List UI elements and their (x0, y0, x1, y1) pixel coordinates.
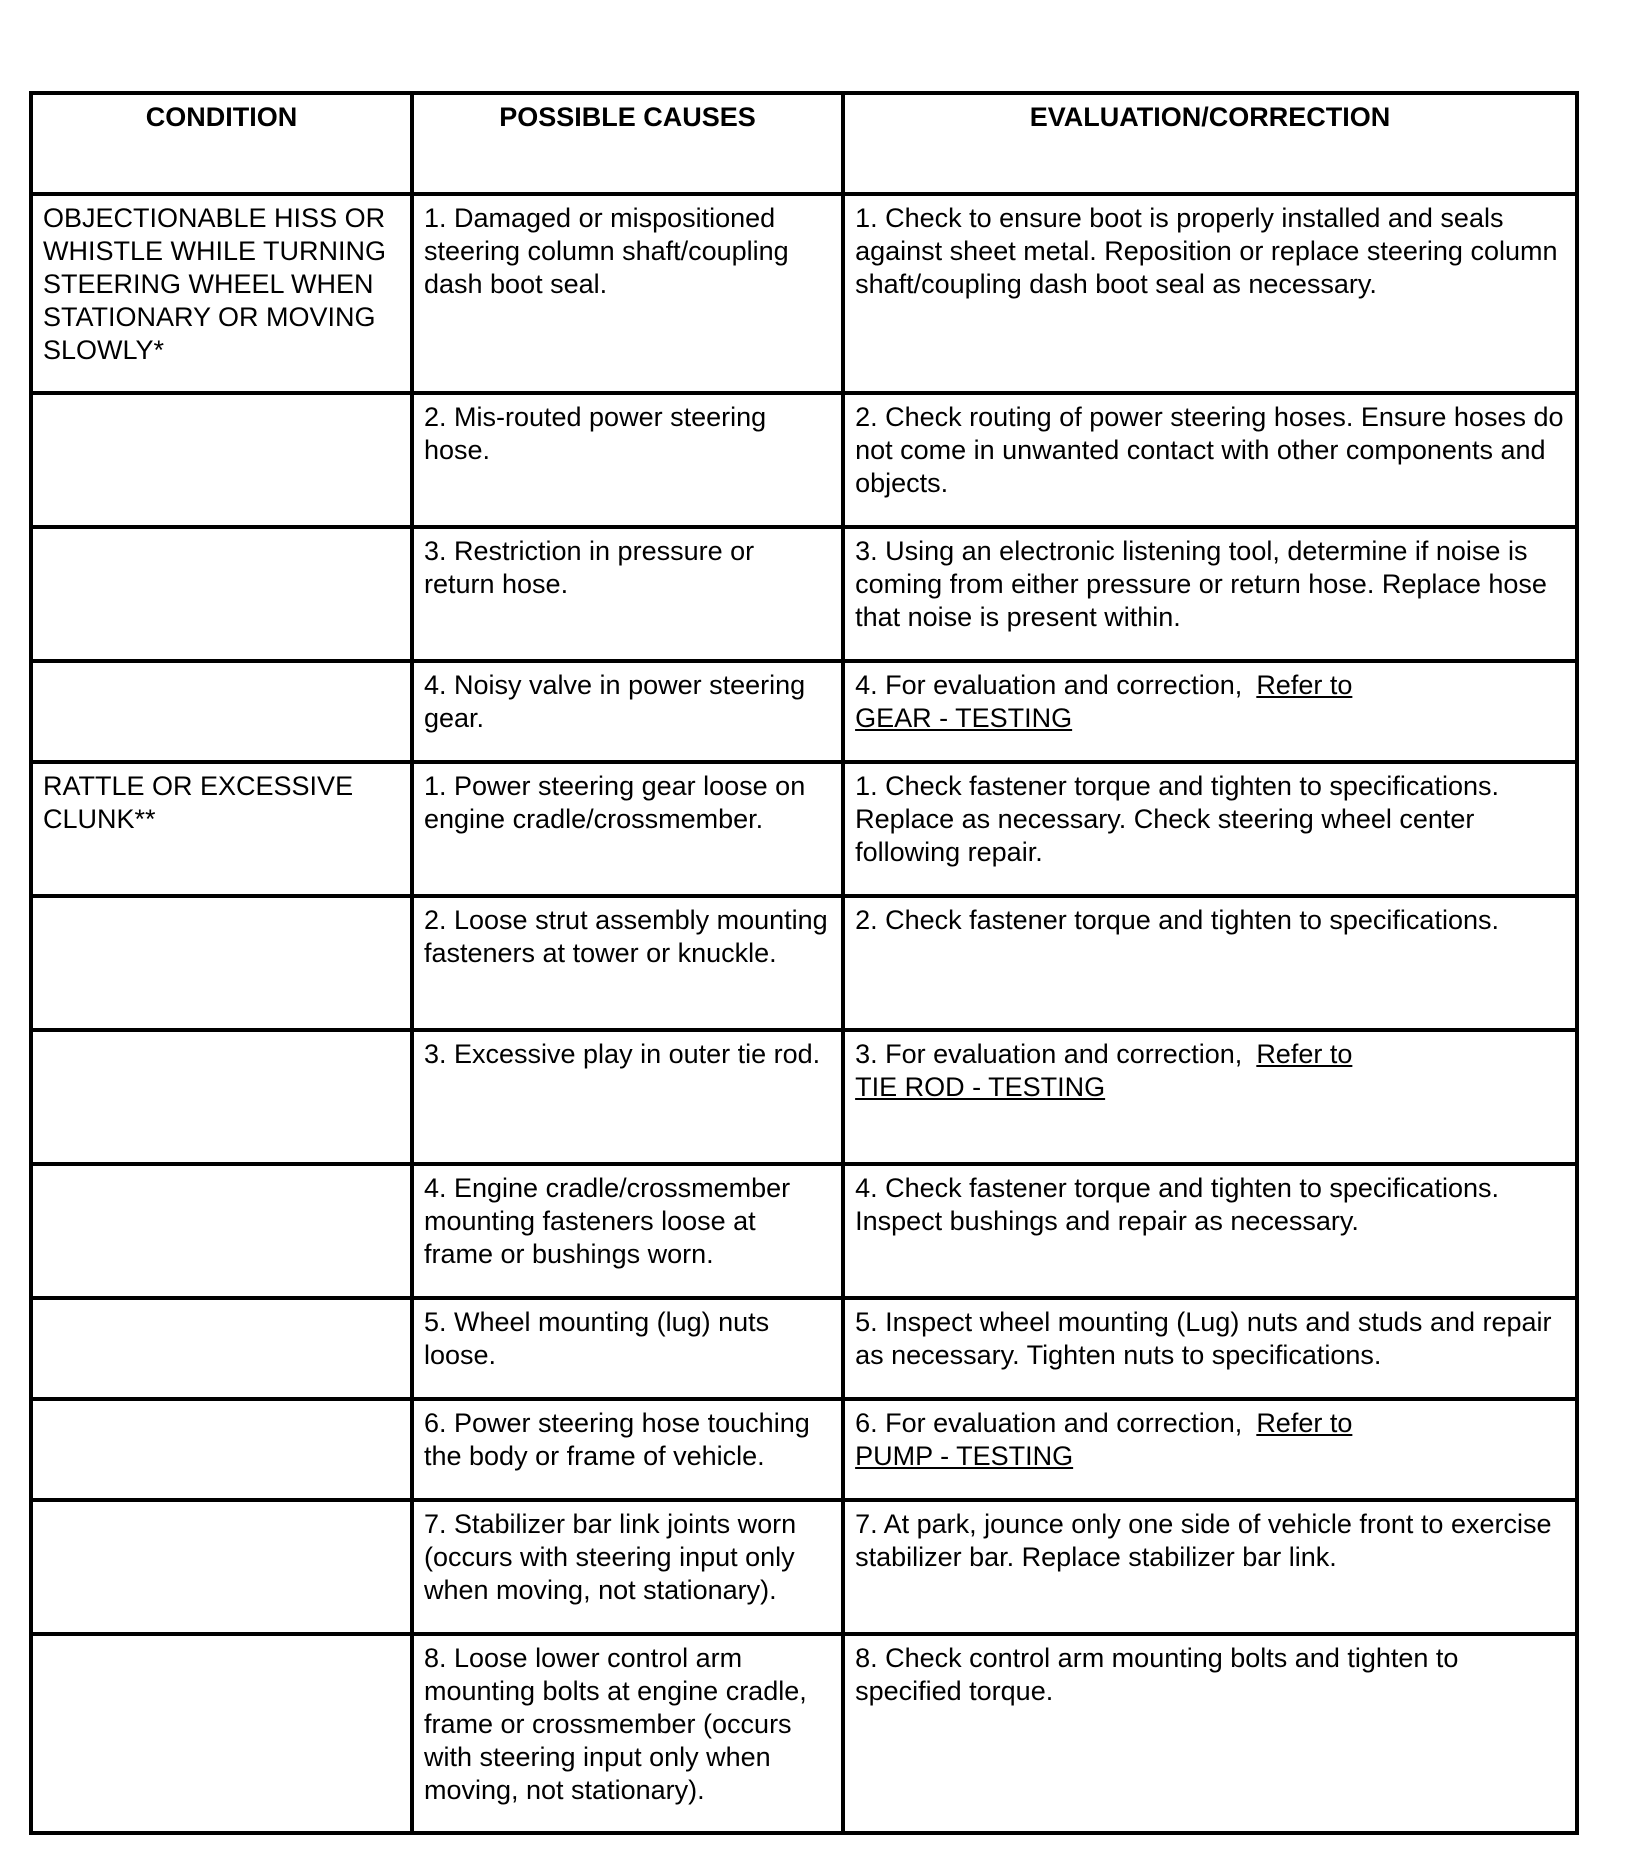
cause-cell: 8. Loose lower control arm mounting bolts at engine cradle, frame or crossmember (occurs with steering input only when moving, not stationary). (412, 1634, 843, 1833)
table-row (31, 1164, 1577, 1298)
table-row (31, 1634, 1577, 1833)
condition-cell (31, 1500, 412, 1634)
header-row (31, 93, 1577, 194)
condition-cell (31, 527, 412, 661)
condition-cell (31, 661, 412, 762)
table-row (31, 194, 1577, 393)
cause-cell: 3. Restriction in pressure or return hose. (412, 527, 843, 661)
evaluation-cell: 7. At park, jounce only one side of vehicle front to exercise stabilizer bar. Replace stabilizer bar link. (843, 1500, 1577, 1634)
table-row (31, 527, 1577, 661)
evaluation-cell: 3. Using an electronic listening tool, determine if noise is coming from either pressure or return hose. Replace hose that noise is present within. (843, 527, 1577, 661)
condition-cell (31, 1399, 412, 1500)
evaluation-cell: 8. Check control arm mounting bolts and tighten to specified torque. (843, 1634, 1577, 1833)
refer-to-link[interactable]: Refer to (1256, 1039, 1353, 1069)
table-row (31, 393, 1577, 527)
pump-testing-link[interactable]: PUMP - TESTING (855, 1441, 1074, 1471)
tie-rod-testing-link[interactable]: TIE ROD - TESTING (855, 1072, 1106, 1102)
evaluation-text: 4. For evaluation and correction, (855, 670, 1243, 700)
diagnosis-table (29, 91, 1579, 1835)
condition-cell: RATTLE OR EXCESSIVE CLUNK** (31, 762, 412, 896)
cause-cell: 4. Noisy valve in power steering gear. (412, 661, 843, 762)
cause-cell: 1. Power steering gear loose on engine cradle/crossmember. (412, 762, 843, 896)
evaluation-cell (843, 661, 1577, 762)
gear-testing-link[interactable]: GEAR - TESTING (855, 703, 1073, 733)
cause-cell: 2. Mis-routed power steering hose. (412, 393, 843, 527)
condition-cell (31, 896, 412, 1030)
table-row (31, 1030, 1577, 1164)
cause-cell: 7. Stabilizer bar link joints worn (occurs with steering input only when moving, not stationary). (412, 1500, 843, 1634)
table-header (31, 93, 1577, 194)
evaluation-text: 6. For evaluation and correction, (855, 1408, 1243, 1438)
table-body (31, 194, 1577, 1833)
evaluation-cell: 2. Check fastener torque and tighten to specifications. (843, 896, 1577, 1030)
evaluation-cell: 1. Check fastener torque and tighten to specifications. Replace as necessary. Check steering wheel center following repair. (843, 762, 1577, 896)
table-row (31, 1399, 1577, 1500)
refer-to-link[interactable]: Refer to (1256, 670, 1353, 700)
condition-cell (31, 1298, 412, 1399)
evaluation-text: 3. For evaluation and correction, (855, 1039, 1243, 1069)
condition-cell: OBJECTIONABLE HISS OR WHISTLE WHILE TURNING STEERING WHEEL WHEN STATIONARY OR MOVING SLOWLY* (31, 194, 412, 393)
evaluation-cell: 2. Check routing of power steering hoses. Ensure hoses do not come in unwanted contact with other components and objects. (843, 393, 1577, 527)
table-row (31, 661, 1577, 762)
cause-cell: 6. Power steering hose touching the body or frame of vehicle. (412, 1399, 843, 1500)
condition-cell (31, 1634, 412, 1833)
condition-cell (31, 393, 412, 527)
evaluation-cell: 4. Check fastener torque and tighten to specifications. Inspect bushings and repair as necessary. (843, 1164, 1577, 1298)
cause-cell: 5. Wheel mounting (lug) nuts loose. (412, 1298, 843, 1399)
evaluation-cell: 1. Check to ensure boot is properly installed and seals against sheet metal. Reposition or replace steering column shaft/coupling dash boot seal as necessary. (843, 194, 1577, 393)
condition-cell (31, 1030, 412, 1164)
header-evaluation-correction: EVALUATION/CORRECTION (843, 93, 1577, 194)
evaluation-cell: 5. Inspect wheel mounting (Lug) nuts and studs and repair as necessary. Tighten nuts to specifications. (843, 1298, 1577, 1399)
table-row (31, 896, 1577, 1030)
cause-cell: 3. Excessive play in outer tie rod. (412, 1030, 843, 1164)
table-row (31, 762, 1577, 896)
evaluation-cell (843, 1399, 1577, 1500)
evaluation-cell (843, 1030, 1577, 1164)
cause-cell: 4. Engine cradle/crossmember mounting fasteners loose at frame or bushings worn. (412, 1164, 843, 1298)
header-possible-causes: POSSIBLE CAUSES (412, 93, 843, 194)
condition-cell (31, 1164, 412, 1298)
table-row (31, 1298, 1577, 1399)
table-row (31, 1500, 1577, 1634)
cause-cell: 2. Loose strut assembly mounting fasteners at tower or knuckle. (412, 896, 843, 1030)
refer-to-link[interactable]: Refer to (1256, 1408, 1353, 1438)
header-condition: CONDITION (31, 93, 412, 194)
cause-cell: 1. Damaged or mispositioned steering column shaft/coupling dash boot seal. (412, 194, 843, 393)
